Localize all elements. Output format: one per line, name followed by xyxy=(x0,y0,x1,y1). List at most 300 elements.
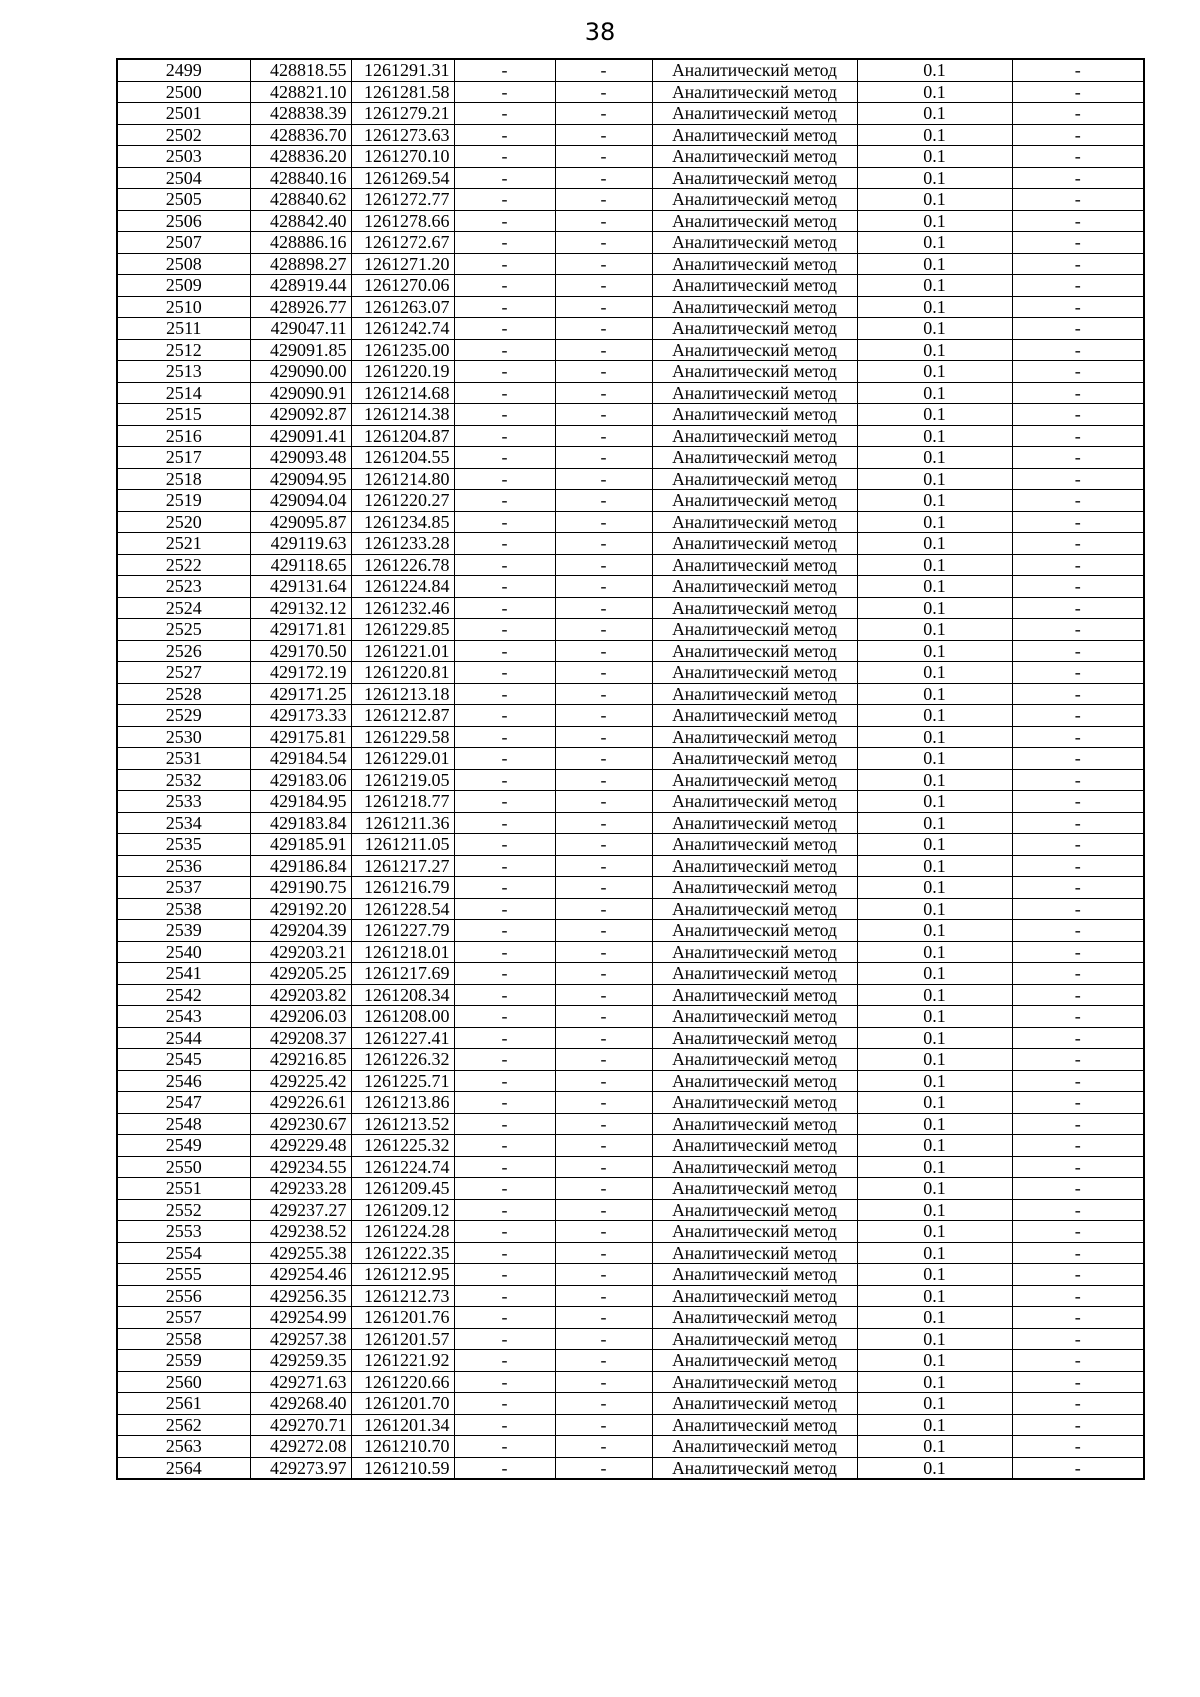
cell-y-coordinate: 1261212.95 xyxy=(351,1264,454,1286)
cell-x-coordinate: 429206.03 xyxy=(250,1006,351,1028)
cell-dash-col-8: - xyxy=(1012,662,1144,684)
cell-dash-col-8: - xyxy=(1012,726,1144,748)
cell-method: Аналитический метод xyxy=(652,791,857,813)
cell-dash-col-8: - xyxy=(1012,619,1144,641)
cell-dash-col-8: - xyxy=(1012,1092,1144,1114)
cell-dash-col-8: - xyxy=(1012,812,1144,834)
cell-dash-col-8: - xyxy=(1012,1264,1144,1286)
cell-dash-col-5: - xyxy=(555,1414,652,1436)
cell-y-coordinate: 1261269.54 xyxy=(351,167,454,189)
cell-x-coordinate: 429272.08 xyxy=(250,1436,351,1458)
cell-point-number: 2535 xyxy=(117,834,250,856)
table-row xyxy=(117,791,1144,813)
cell-y-coordinate: 1261210.59 xyxy=(351,1457,454,1479)
cell-dash-col-4: - xyxy=(454,124,555,146)
cell-dash-col-5: - xyxy=(555,683,652,705)
cell-method: Аналитический метод xyxy=(652,124,857,146)
cell-x-coordinate: 428898.27 xyxy=(250,253,351,275)
table-row xyxy=(117,1113,1144,1135)
table-row xyxy=(117,81,1144,103)
cell-accuracy: 0.1 xyxy=(857,855,1012,877)
page-number: 38 xyxy=(584,18,616,46)
cell-dash-col-4: - xyxy=(454,1049,555,1071)
cell-dash-col-4: - xyxy=(454,296,555,318)
cell-accuracy: 0.1 xyxy=(857,296,1012,318)
cell-point-number: 2504 xyxy=(117,167,250,189)
cell-dash-col-5: - xyxy=(555,705,652,727)
cell-x-coordinate: 429190.75 xyxy=(250,877,351,899)
table-row xyxy=(117,1049,1144,1071)
cell-dash-col-8: - xyxy=(1012,1070,1144,1092)
cell-y-coordinate: 1261214.80 xyxy=(351,468,454,490)
cell-dash-col-8: - xyxy=(1012,339,1144,361)
cell-accuracy: 0.1 xyxy=(857,834,1012,856)
cell-dash-col-4: - xyxy=(454,1178,555,1200)
cell-x-coordinate: 429268.40 xyxy=(250,1393,351,1415)
cell-dash-col-8: - xyxy=(1012,167,1144,189)
cell-point-number: 2557 xyxy=(117,1307,250,1329)
cell-accuracy: 0.1 xyxy=(857,81,1012,103)
cell-dash-col-5: - xyxy=(555,425,652,447)
cell-dash-col-5: - xyxy=(555,189,652,211)
cell-dash-col-5: - xyxy=(555,1049,652,1071)
cell-dash-col-5: - xyxy=(555,812,652,834)
cell-y-coordinate: 1261224.74 xyxy=(351,1156,454,1178)
cell-method: Аналитический метод xyxy=(652,984,857,1006)
cell-dash-col-5: - xyxy=(555,447,652,469)
table-row xyxy=(117,1027,1144,1049)
cell-accuracy: 0.1 xyxy=(857,791,1012,813)
cell-point-number: 2543 xyxy=(117,1006,250,1028)
cell-point-number: 2552 xyxy=(117,1199,250,1221)
cell-dash-col-8: - xyxy=(1012,511,1144,533)
cell-y-coordinate: 1261235.00 xyxy=(351,339,454,361)
cell-method: Аналитический метод xyxy=(652,511,857,533)
cell-dash-col-8: - xyxy=(1012,468,1144,490)
cell-x-coordinate: 429234.55 xyxy=(250,1156,351,1178)
cell-y-coordinate: 1261213.52 xyxy=(351,1113,454,1135)
cell-point-number: 2539 xyxy=(117,920,250,942)
cell-y-coordinate: 1261224.84 xyxy=(351,576,454,598)
cell-y-coordinate: 1261227.41 xyxy=(351,1027,454,1049)
cell-y-coordinate: 1261220.19 xyxy=(351,361,454,383)
cell-point-number: 2531 xyxy=(117,748,250,770)
table-row xyxy=(117,404,1144,426)
cell-accuracy: 0.1 xyxy=(857,1242,1012,1264)
cell-y-coordinate: 1261226.78 xyxy=(351,554,454,576)
cell-y-coordinate: 1261263.07 xyxy=(351,296,454,318)
table-row xyxy=(117,232,1144,254)
cell-accuracy: 0.1 xyxy=(857,511,1012,533)
cell-method: Аналитический метод xyxy=(652,1221,857,1243)
cell-dash-col-8: - xyxy=(1012,382,1144,404)
cell-y-coordinate: 1261226.32 xyxy=(351,1049,454,1071)
cell-point-number: 2516 xyxy=(117,425,250,447)
cell-method: Аналитический метод xyxy=(652,1414,857,1436)
cell-accuracy: 0.1 xyxy=(857,339,1012,361)
cell-dash-col-5: - xyxy=(555,963,652,985)
cell-x-coordinate: 429230.67 xyxy=(250,1113,351,1135)
cell-method: Аналитический метод xyxy=(652,146,857,168)
cell-dash-col-8: - xyxy=(1012,1307,1144,1329)
cell-point-number: 2559 xyxy=(117,1350,250,1372)
cell-dash-col-5: - xyxy=(555,490,652,512)
cell-x-coordinate: 429229.48 xyxy=(250,1135,351,1157)
cell-accuracy: 0.1 xyxy=(857,920,1012,942)
cell-dash-col-8: - xyxy=(1012,210,1144,232)
cell-point-number: 2529 xyxy=(117,705,250,727)
cell-dash-col-5: - xyxy=(555,984,652,1006)
cell-y-coordinate: 1261270.06 xyxy=(351,275,454,297)
cell-dash-col-4: - xyxy=(454,210,555,232)
table-row xyxy=(117,1178,1144,1200)
cell-accuracy: 0.1 xyxy=(857,1393,1012,1415)
cell-x-coordinate: 429256.35 xyxy=(250,1285,351,1307)
table-body xyxy=(117,59,1144,1479)
cell-point-number: 2540 xyxy=(117,941,250,963)
cell-dash-col-4: - xyxy=(454,81,555,103)
cell-dash-col-5: - xyxy=(555,554,652,576)
cell-dash-col-8: - xyxy=(1012,576,1144,598)
cell-accuracy: 0.1 xyxy=(857,1307,1012,1329)
cell-dash-col-5: - xyxy=(555,1006,652,1028)
table-row xyxy=(117,210,1144,232)
table-row xyxy=(117,103,1144,125)
cell-dash-col-4: - xyxy=(454,791,555,813)
cell-accuracy: 0.1 xyxy=(857,748,1012,770)
cell-dash-col-5: - xyxy=(555,597,652,619)
cell-y-coordinate: 1261225.32 xyxy=(351,1135,454,1157)
table-row xyxy=(117,1328,1144,1350)
cell-y-coordinate: 1261204.55 xyxy=(351,447,454,469)
cell-dash-col-5: - xyxy=(555,1457,652,1479)
cell-dash-col-5: - xyxy=(555,1113,652,1135)
cell-y-coordinate: 1261209.45 xyxy=(351,1178,454,1200)
cell-y-coordinate: 1261201.34 xyxy=(351,1414,454,1436)
cell-method: Аналитический метод xyxy=(652,920,857,942)
cell-dash-col-5: - xyxy=(555,253,652,275)
cell-method: Аналитический метод xyxy=(652,490,857,512)
cell-x-coordinate: 429171.81 xyxy=(250,619,351,641)
cell-point-number: 2537 xyxy=(117,877,250,899)
cell-accuracy: 0.1 xyxy=(857,1285,1012,1307)
cell-dash-col-8: - xyxy=(1012,963,1144,985)
table-row xyxy=(117,597,1144,619)
table-row xyxy=(117,275,1144,297)
cell-x-coordinate: 429175.81 xyxy=(250,726,351,748)
cell-dash-col-5: - xyxy=(555,1221,652,1243)
cell-accuracy: 0.1 xyxy=(857,1092,1012,1114)
cell-y-coordinate: 1261201.57 xyxy=(351,1328,454,1350)
table-row xyxy=(117,1264,1144,1286)
table-row xyxy=(117,683,1144,705)
cell-point-number: 2538 xyxy=(117,898,250,920)
cell-accuracy: 0.1 xyxy=(857,1027,1012,1049)
cell-dash-col-8: - xyxy=(1012,318,1144,340)
cell-dash-col-8: - xyxy=(1012,683,1144,705)
table-row xyxy=(117,1393,1144,1415)
cell-x-coordinate: 429093.48 xyxy=(250,447,351,469)
cell-accuracy: 0.1 xyxy=(857,382,1012,404)
cell-x-coordinate: 429254.99 xyxy=(250,1307,351,1329)
cell-accuracy: 0.1 xyxy=(857,447,1012,469)
cell-x-coordinate: 429216.85 xyxy=(250,1049,351,1071)
cell-dash-col-5: - xyxy=(555,146,652,168)
cell-x-coordinate: 429238.52 xyxy=(250,1221,351,1243)
cell-dash-col-4: - xyxy=(454,726,555,748)
cell-dash-col-5: - xyxy=(555,941,652,963)
cell-dash-col-4: - xyxy=(454,1307,555,1329)
cell-y-coordinate: 1261229.58 xyxy=(351,726,454,748)
cell-accuracy: 0.1 xyxy=(857,124,1012,146)
cell-dash-col-4: - xyxy=(454,920,555,942)
cell-point-number: 2556 xyxy=(117,1285,250,1307)
cell-method: Аналитический метод xyxy=(652,1436,857,1458)
cell-dash-col-5: - xyxy=(555,124,652,146)
cell-dash-col-5: - xyxy=(555,511,652,533)
table-row xyxy=(117,167,1144,189)
cell-accuracy: 0.1 xyxy=(857,1199,1012,1221)
cell-y-coordinate: 1261220.66 xyxy=(351,1371,454,1393)
cell-x-coordinate: 428836.20 xyxy=(250,146,351,168)
table-row xyxy=(117,296,1144,318)
cell-x-coordinate: 429273.97 xyxy=(250,1457,351,1479)
cell-dash-col-4: - xyxy=(454,1135,555,1157)
cell-point-number: 2547 xyxy=(117,1092,250,1114)
cell-accuracy: 0.1 xyxy=(857,662,1012,684)
cell-dash-col-4: - xyxy=(454,232,555,254)
cell-dash-col-8: - xyxy=(1012,447,1144,469)
table-row xyxy=(117,59,1144,81)
table-row xyxy=(117,898,1144,920)
table-row xyxy=(117,511,1144,533)
cell-point-number: 2542 xyxy=(117,984,250,1006)
cell-dash-col-5: - xyxy=(555,59,652,81)
cell-x-coordinate: 429203.82 xyxy=(250,984,351,1006)
cell-dash-col-4: - xyxy=(454,984,555,1006)
cell-method: Аналитический метод xyxy=(652,597,857,619)
cell-y-coordinate: 1261229.01 xyxy=(351,748,454,770)
cell-dash-col-8: - xyxy=(1012,1328,1144,1350)
cell-method: Аналитический метод xyxy=(652,1178,857,1200)
cell-dash-col-4: - xyxy=(454,812,555,834)
cell-dash-col-5: - xyxy=(555,576,652,598)
cell-dash-col-4: - xyxy=(454,318,555,340)
table-row xyxy=(117,554,1144,576)
table-row xyxy=(117,447,1144,469)
table-row xyxy=(117,705,1144,727)
cell-x-coordinate: 429131.64 xyxy=(250,576,351,598)
cell-dash-col-4: - xyxy=(454,1221,555,1243)
cell-method: Аналитический метод xyxy=(652,339,857,361)
table-row xyxy=(117,941,1144,963)
cell-accuracy: 0.1 xyxy=(857,1006,1012,1028)
cell-point-number: 2548 xyxy=(117,1113,250,1135)
table-row xyxy=(117,748,1144,770)
cell-method: Аналитический метод xyxy=(652,1350,857,1372)
cell-dash-col-4: - xyxy=(454,339,555,361)
cell-dash-col-4: - xyxy=(454,554,555,576)
cell-point-number: 2532 xyxy=(117,769,250,791)
cell-y-coordinate: 1261272.67 xyxy=(351,232,454,254)
cell-point-number: 2553 xyxy=(117,1221,250,1243)
cell-x-coordinate: 429173.33 xyxy=(250,705,351,727)
cell-point-number: 2560 xyxy=(117,1371,250,1393)
table-row xyxy=(117,640,1144,662)
table-row xyxy=(117,576,1144,598)
cell-dash-col-8: - xyxy=(1012,1006,1144,1028)
cell-point-number: 2510 xyxy=(117,296,250,318)
cell-method: Аналитический метод xyxy=(652,640,857,662)
cell-accuracy: 0.1 xyxy=(857,1414,1012,1436)
table-row xyxy=(117,619,1144,641)
cell-dash-col-4: - xyxy=(454,447,555,469)
cell-y-coordinate: 1261225.71 xyxy=(351,1070,454,1092)
cell-method: Аналитический метод xyxy=(652,748,857,770)
cell-accuracy: 0.1 xyxy=(857,619,1012,641)
table-row xyxy=(117,1135,1144,1157)
cell-method: Аналитический метод xyxy=(652,963,857,985)
cell-x-coordinate: 429271.63 xyxy=(250,1371,351,1393)
cell-dash-col-8: - xyxy=(1012,275,1144,297)
cell-dash-col-4: - xyxy=(454,769,555,791)
cell-dash-col-8: - xyxy=(1012,232,1144,254)
cell-method: Аналитический метод xyxy=(652,318,857,340)
cell-dash-col-4: - xyxy=(454,468,555,490)
cell-dash-col-5: - xyxy=(555,232,652,254)
cell-dash-col-4: - xyxy=(454,425,555,447)
cell-y-coordinate: 1261218.01 xyxy=(351,941,454,963)
cell-method: Аналитический метод xyxy=(652,1135,857,1157)
table-row xyxy=(117,1070,1144,1092)
cell-dash-col-8: - xyxy=(1012,253,1144,275)
cell-accuracy: 0.1 xyxy=(857,941,1012,963)
cell-accuracy: 0.1 xyxy=(857,189,1012,211)
cell-dash-col-4: - xyxy=(454,103,555,125)
table-row xyxy=(117,1006,1144,1028)
cell-y-coordinate: 1261213.18 xyxy=(351,683,454,705)
cell-dash-col-8: - xyxy=(1012,1393,1144,1415)
cell-dash-col-8: - xyxy=(1012,748,1144,770)
table-row xyxy=(117,855,1144,877)
cell-x-coordinate: 429255.38 xyxy=(250,1242,351,1264)
cell-dash-col-8: - xyxy=(1012,189,1144,211)
cell-accuracy: 0.1 xyxy=(857,1113,1012,1135)
cell-y-coordinate: 1261291.31 xyxy=(351,59,454,81)
cell-y-coordinate: 1261234.85 xyxy=(351,511,454,533)
cell-y-coordinate: 1261272.77 xyxy=(351,189,454,211)
cell-dash-col-5: - xyxy=(555,769,652,791)
cell-y-coordinate: 1261220.27 xyxy=(351,490,454,512)
cell-dash-col-4: - xyxy=(454,683,555,705)
cell-dash-col-4: - xyxy=(454,576,555,598)
cell-x-coordinate: 428840.62 xyxy=(250,189,351,211)
cell-method: Аналитический метод xyxy=(652,1027,857,1049)
cell-accuracy: 0.1 xyxy=(857,877,1012,899)
cell-method: Аналитический метод xyxy=(652,210,857,232)
cell-x-coordinate: 428821.10 xyxy=(250,81,351,103)
cell-x-coordinate: 429091.85 xyxy=(250,339,351,361)
cell-dash-col-8: - xyxy=(1012,1113,1144,1135)
cell-x-coordinate: 429090.00 xyxy=(250,361,351,383)
cell-x-coordinate: 429225.42 xyxy=(250,1070,351,1092)
cell-dash-col-8: - xyxy=(1012,1285,1144,1307)
table-row xyxy=(117,425,1144,447)
cell-dash-col-5: - xyxy=(555,1436,652,1458)
cell-dash-col-4: - xyxy=(454,511,555,533)
cell-y-coordinate: 1261221.92 xyxy=(351,1350,454,1372)
cell-dash-col-5: - xyxy=(555,81,652,103)
cell-x-coordinate: 429226.61 xyxy=(250,1092,351,1114)
cell-x-coordinate: 429094.04 xyxy=(250,490,351,512)
cell-point-number: 2505 xyxy=(117,189,250,211)
cell-x-coordinate: 429184.54 xyxy=(250,748,351,770)
cell-dash-col-8: - xyxy=(1012,554,1144,576)
cell-dash-col-8: - xyxy=(1012,1242,1144,1264)
cell-x-coordinate: 429091.41 xyxy=(250,425,351,447)
cell-point-number: 2521 xyxy=(117,533,250,555)
cell-accuracy: 0.1 xyxy=(857,1350,1012,1372)
table-row xyxy=(117,1307,1144,1329)
cell-method: Аналитический метод xyxy=(652,361,857,383)
table-row xyxy=(117,1156,1144,1178)
cell-dash-col-5: - xyxy=(555,1135,652,1157)
cell-y-coordinate: 1261204.87 xyxy=(351,425,454,447)
cell-method: Аналитический метод xyxy=(652,1393,857,1415)
cell-point-number: 2501 xyxy=(117,103,250,125)
cell-dash-col-4: - xyxy=(454,941,555,963)
cell-dash-col-5: - xyxy=(555,1393,652,1415)
cell-accuracy: 0.1 xyxy=(857,898,1012,920)
cell-dash-col-4: - xyxy=(454,146,555,168)
cell-method: Аналитический метод xyxy=(652,275,857,297)
table-row xyxy=(117,984,1144,1006)
coordinates-table xyxy=(116,58,1145,1480)
cell-x-coordinate: 429183.84 xyxy=(250,812,351,834)
cell-y-coordinate: 1261278.66 xyxy=(351,210,454,232)
cell-dash-col-4: - xyxy=(454,748,555,770)
table-row xyxy=(117,1350,1144,1372)
cell-dash-col-4: - xyxy=(454,619,555,641)
cell-x-coordinate: 428836.70 xyxy=(250,124,351,146)
cell-accuracy: 0.1 xyxy=(857,210,1012,232)
cell-y-coordinate: 1261220.81 xyxy=(351,662,454,684)
cell-y-coordinate: 1261201.76 xyxy=(351,1307,454,1329)
cell-accuracy: 0.1 xyxy=(857,490,1012,512)
cell-accuracy: 0.1 xyxy=(857,232,1012,254)
table-row xyxy=(117,812,1144,834)
cell-x-coordinate: 429095.87 xyxy=(250,511,351,533)
cell-point-number: 2546 xyxy=(117,1070,250,1092)
cell-point-number: 2515 xyxy=(117,404,250,426)
cell-dash-col-4: - xyxy=(454,877,555,899)
cell-point-number: 2551 xyxy=(117,1178,250,1200)
cell-dash-col-5: - xyxy=(555,1242,652,1264)
cell-dash-col-5: - xyxy=(555,726,652,748)
cell-x-coordinate: 429186.84 xyxy=(250,855,351,877)
cell-accuracy: 0.1 xyxy=(857,640,1012,662)
table-row xyxy=(117,468,1144,490)
table-row xyxy=(117,1457,1144,1479)
cell-dash-col-8: - xyxy=(1012,1156,1144,1178)
cell-point-number: 2507 xyxy=(117,232,250,254)
cell-dash-col-8: - xyxy=(1012,640,1144,662)
cell-method: Аналитический метод xyxy=(652,296,857,318)
cell-x-coordinate: 429257.38 xyxy=(250,1328,351,1350)
cell-dash-col-8: - xyxy=(1012,1350,1144,1372)
cell-dash-col-8: - xyxy=(1012,533,1144,555)
cell-dash-col-5: - xyxy=(555,1070,652,1092)
